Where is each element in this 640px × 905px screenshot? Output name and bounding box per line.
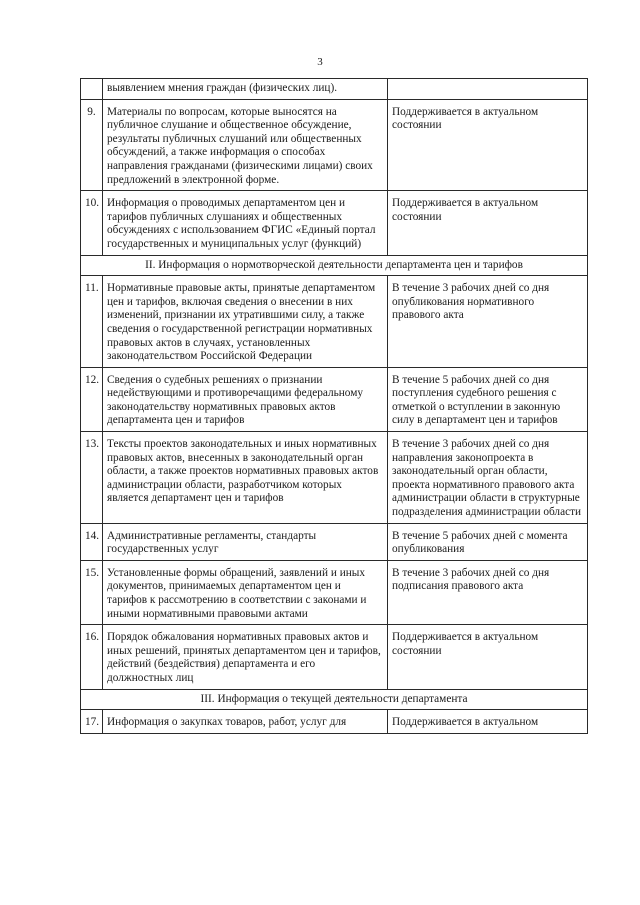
row-number: 9. — [81, 99, 103, 191]
row-number: 12. — [81, 367, 103, 431]
page-number: 3 — [317, 56, 323, 68]
section-row — [81, 255, 588, 276]
row-term: В течение 3 рабочих дней со дня подписания правового акта — [388, 560, 588, 624]
table-row — [81, 367, 588, 431]
row-term: Поддерживается в актуальном состоянии — [388, 99, 588, 191]
table-row — [81, 560, 588, 624]
row-description: Административные регламенты, стандарты государственных услуг — [103, 523, 388, 560]
row-description: Установленные формы обращений, заявлений и иных документов, принимаемых департаментом цен и тарифов к рассмотрению в соответствии с законами и иными нормативными правовыми актами — [103, 560, 388, 624]
row-description: Материалы по вопросам, которые выносятся на публичное слушание и общественное обсуждение, результаты публичных слушаний или общественных обсуждений, а также информация о способах направления гражданами (физическими лицами) своих предложений в электронной форме. — [103, 99, 388, 191]
table-row — [81, 276, 588, 368]
row-term: В течение 3 рабочих дней со дня опубликования нормативного правового акта — [388, 276, 588, 368]
row-number: 15. — [81, 560, 103, 624]
row-term: Поддерживается в актуальном — [388, 710, 588, 734]
table-row — [81, 523, 588, 560]
table-row — [81, 79, 588, 100]
section-row — [81, 689, 588, 710]
row-term: Поддерживается в актуальном состоянии — [388, 191, 588, 255]
section-heading: III. Информация о текущей деятельности департамента — [81, 689, 588, 710]
table-row — [81, 432, 588, 524]
row-number: 13. — [81, 432, 103, 524]
row-term — [388, 79, 588, 100]
row-description: Информация о закупках товаров, работ, услуг для — [103, 710, 388, 734]
row-number: 11. — [81, 276, 103, 368]
information-table — [80, 78, 588, 734]
row-term: В течение 3 рабочих дней со дня направления законопроекта в законодательный орган области, проекта нормативного правового акта администрации области в структурные подразделения администрации области — [388, 432, 588, 524]
row-term: В течение 5 рабочих дней со дня поступления судебного решения с отметкой о вступлении в законную силу в департамент цен и тарифов — [388, 367, 588, 431]
table-row — [81, 625, 588, 689]
table-row — [81, 710, 588, 734]
row-number — [81, 79, 103, 100]
row-number: 17. — [81, 710, 103, 734]
row-term: В течение 5 рабочих дней с момента опубликования — [388, 523, 588, 560]
row-description: Нормативные правовые акты, принятые департаментом цен и тарифов, включая сведения о внесении в них изменений, признании их утратившими силу, а также сведения о государственной регистрации нормативных правовых актов в случаях, установленных законодательством Российской Федерации — [103, 276, 388, 368]
row-number: 14. — [81, 523, 103, 560]
row-number: 10. — [81, 191, 103, 255]
row-number: 16. — [81, 625, 103, 689]
table-row — [81, 191, 588, 255]
row-description: Порядок обжалования нормативных правовых актов и иных решений, принятых департаментом цен и тарифов, действий (бездействия) департамента и его должностных лиц — [103, 625, 388, 689]
row-description: Информация о проводимых департаментом цен и тарифов публичных слушаниях и общественных обсуждениях с использованием ФГИС «Единый портал государственных и муниципальных услуг (функций) — [103, 191, 388, 255]
row-description: выявлением мнения граждан (физических лиц). — [103, 79, 388, 100]
section-heading: II. Информация о нормотворческой деятельности департамента цен и тарифов — [81, 255, 588, 276]
row-description: Сведения о судебных решениях о признании недействующими и противоречащими федеральному законодательству нормативных правовых актов департамента цен и тарифов — [103, 367, 388, 431]
row-term: Поддерживается в актуальном состоянии — [388, 625, 588, 689]
table-row — [81, 99, 588, 191]
row-description: Тексты проектов законодательных и иных нормативных правовых актов, внесенных в законодательный орган области, а также проектов нормативных правовых актов администрации области, разработчиком которых является департамент цен и тарифов — [103, 432, 388, 524]
